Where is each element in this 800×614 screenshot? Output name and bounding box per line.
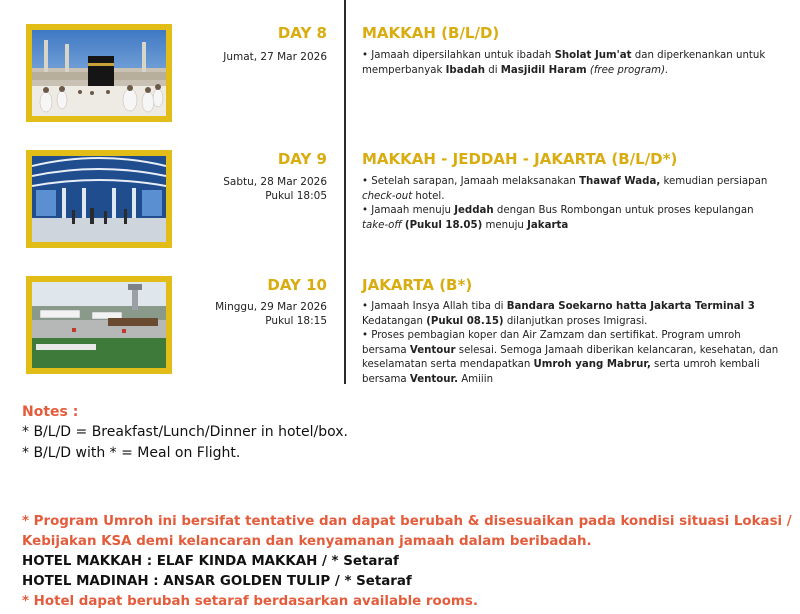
text-run: serta umroh kembali bersama <box>362 359 760 385</box>
bold-text: (Pukul 08.15) <box>426 315 504 327</box>
text-run: selesai. Semoga Jamaah diberikan kelancaran, kesehatan, dan keselamatan serta mendapatkan <box>362 344 779 370</box>
italic-text: take-off <box>362 219 402 231</box>
text-run: di <box>485 64 501 76</box>
italic-text: (free program). <box>589 64 669 76</box>
day-date <box>215 300 327 328</box>
airport-apron-photo <box>32 282 166 368</box>
bold-text: Ventour <box>409 344 456 356</box>
hotel-makkah: HOTEL MAKKAH : ELAF KINDA MAKKAH / * Setaraf <box>22 554 399 569</box>
text-run: • Setelah sarapan, Jamaah melaksanakan <box>362 176 580 187</box>
text-run: Amiiin <box>457 373 494 385</box>
text-run: • Jamaah Insya Allah tiba di <box>362 301 507 312</box>
day-title: JAKARTA (B*) <box>362 276 473 294</box>
day-title: MAKKAH (B/L/D) <box>362 24 500 42</box>
day-photo-frame <box>26 150 172 248</box>
day-number: DAY 9 <box>277 150 327 168</box>
notes-title: Notes : <box>22 404 79 420</box>
day-date <box>223 175 327 203</box>
text-run: dilanjutkan proses Imigrasi. <box>503 315 648 327</box>
bold-text: Umroh yang Mabrur, <box>533 359 651 370</box>
bold-text: Jakarta <box>527 219 569 231</box>
hotel-madinah: HOTEL MADINAH : ANSAR GOLDEN TULIP / * Setaraf <box>22 574 412 589</box>
desc-bullet <box>362 300 782 329</box>
day-title: MAKKAH - JEDDAH - JAKARTA (B/L/D*) <box>362 150 678 168</box>
text-run: hotel. <box>412 190 445 202</box>
bold-text: Ibadah <box>445 64 486 76</box>
bold-text: Masjidil Haram <box>500 64 587 76</box>
day-description <box>362 300 782 387</box>
note-line: * B/L/D with * = Meal on Flight. <box>22 445 241 461</box>
text-run: dan diperkenankan untuk memperbanyak <box>362 50 766 76</box>
bold-text: Bandara Soekarno hatta Jakarta Terminal 3 <box>506 301 755 312</box>
bold-text: (Pukul 18.05) <box>404 219 483 231</box>
day-date-text: Sabtu, 28 Mar 2026 <box>223 176 327 188</box>
day-description <box>362 49 782 78</box>
day-time-text: Pukul 18:15 <box>265 315 327 327</box>
desc-bullet <box>362 204 782 233</box>
text-run: kemudian persiapan <box>660 176 768 187</box>
day-date-text: Minggu, 29 Mar 2026 <box>215 301 327 313</box>
day-number: DAY 10 <box>267 276 327 294</box>
day-photo-frame <box>26 276 172 374</box>
text-run: • Jamaah dipersilahkan untuk ibadah <box>362 50 555 61</box>
footer-section <box>22 512 792 612</box>
text-run: menuju <box>482 219 528 231</box>
day-photo-frame <box>26 24 172 122</box>
day-number: DAY 8 <box>277 24 327 42</box>
airport-terminal-photo <box>32 156 166 242</box>
desc-bullet <box>362 49 782 78</box>
day-date <box>223 50 327 64</box>
text-run: Kedatangan <box>362 315 427 327</box>
desc-bullet <box>362 175 782 204</box>
day-description <box>362 175 782 233</box>
bold-text: Thawaf Wada, <box>579 176 661 187</box>
timeline-divider <box>344 0 346 384</box>
hotel-change-warning: * Hotel dapat berubah setaraf berdasarkan available rooms. <box>22 594 478 609</box>
italic-text: check-out <box>362 190 413 202</box>
day-time-text: Pukul 18:05 <box>265 190 327 202</box>
text-run: • Jamaah menuju <box>362 205 455 216</box>
bold-text: Jeddah <box>454 205 494 216</box>
note-line: * B/L/D = Breakfast/Lunch/Dinner in hotel/box. <box>22 424 348 440</box>
kaaba-photo <box>32 30 166 116</box>
text-run: dengan Bus Rombongan untuk proses kepulangan <box>493 205 754 216</box>
desc-bullet <box>362 329 782 387</box>
day-date-text: Jumat, 27 Mar 2026 <box>223 51 327 63</box>
notes-section <box>22 402 782 464</box>
tentative-warning: * Program Umroh ini bersifat tentative dan dapat berubah & disesuaikan pada kondisi situasi Lokasi / Kebijakan KSA demi kelancaran dan kenyamanan jamaah dalam beribadah. <box>22 514 792 549</box>
bold-text: Ventour. <box>409 373 458 385</box>
text-run: • Proses pembagian koper dan Air Zamzam dan sertifikat. Program umroh bersama <box>362 330 741 356</box>
bold-text: Sholat Jum'at <box>554 50 632 61</box>
